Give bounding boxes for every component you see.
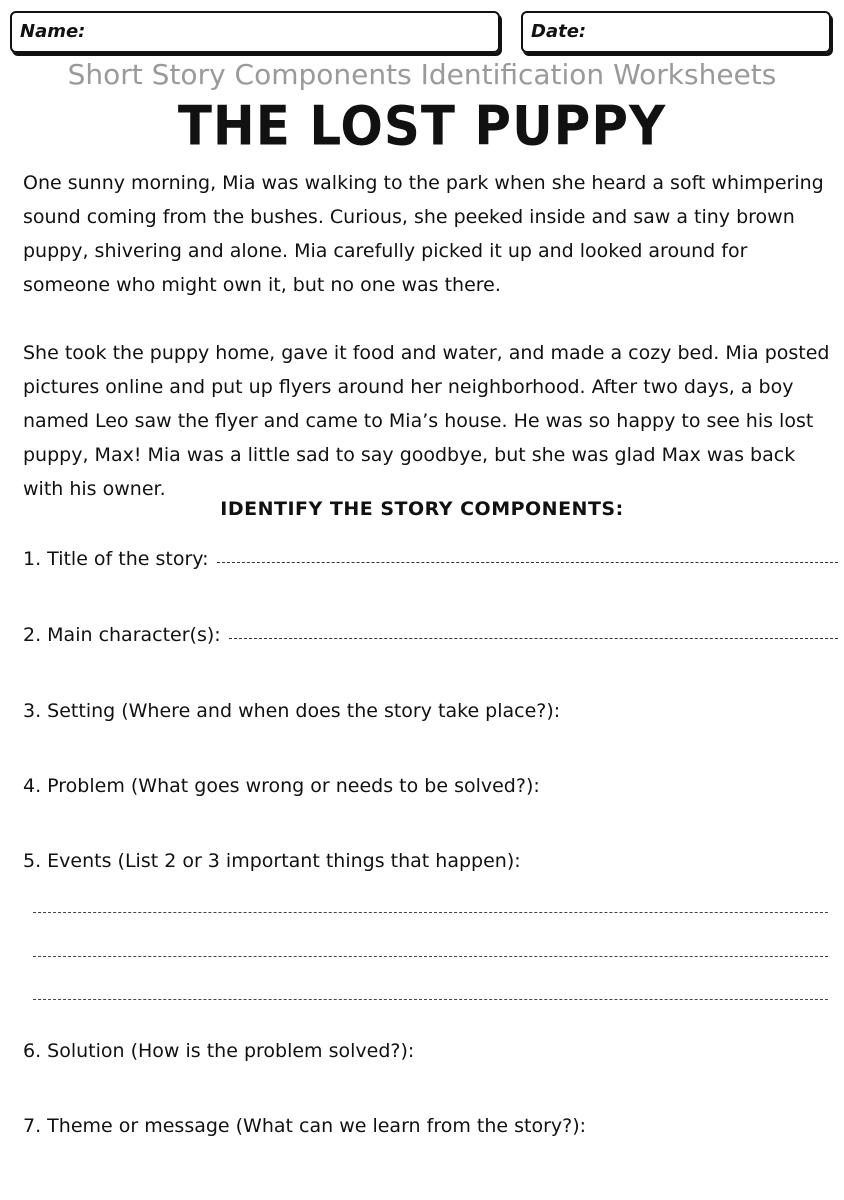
question-5 [23,850,838,872]
worksheet-subtitle: Short Story Components Identification Worksheets [67,58,777,91]
story-title: THE LOST PUPPY [177,94,667,158]
events-answer-line-1[interactable] [33,912,828,913]
question-4 [23,775,838,797]
section-heading: IDENTIFY THE STORY COMPONENTS: [220,498,624,520]
question-2-answer-line[interactable] [229,638,838,639]
question-2-label: 2. Main character(s): [23,624,221,646]
question-6 [23,1040,838,1062]
question-7-label: 7. Theme or message (What can we learn from the story?): [23,1115,587,1137]
question-1-label: 1. Title of the story: [23,548,209,570]
question-1 [23,548,838,570]
question-6-label: 6. Solution (How is the problem solved?): [23,1040,415,1062]
question-2 [23,624,838,646]
question-1-answer-line[interactable] [217,562,838,563]
name-label: Name: [20,21,86,42]
question-5-label: 5. Events (List 2 or 3 important things that happen): [23,850,521,872]
story-paragraph-1: One sunny morning, Mia was walking to the park when she heard a soft whimpering sound coming from the bushes. Curious, she peeked inside and saw a tiny brown puppy, shivering and alone. Mia carefully picked it up and looked around for someone who might own it, but no one was there. [23,172,824,296]
events-answer-line-3[interactable] [33,999,828,1000]
story-paragraph-2: She took the puppy home, gave it food and water, and made a cozy bed. Mia posted pictures online and put up flyers around her neighborhood. After two days, a boy named Leo saw the flyer and came to Mia’s house. He was so happy to see his lost puppy, Max! Mia was a little sad to say goodbye, but she was glad Max was back with his owner. [23,342,830,500]
question-7 [23,1115,838,1137]
name-field[interactable] [10,11,500,53]
date-label: Date: [531,21,587,42]
question-3 [23,700,838,722]
date-field[interactable] [521,11,831,53]
question-4-label: 4. Problem (What goes wrong or needs to be solved?): [23,775,540,797]
events-answer-line-2[interactable] [33,956,828,957]
question-3-label: 3. Setting (Where and when does the story take place?): [23,700,561,722]
